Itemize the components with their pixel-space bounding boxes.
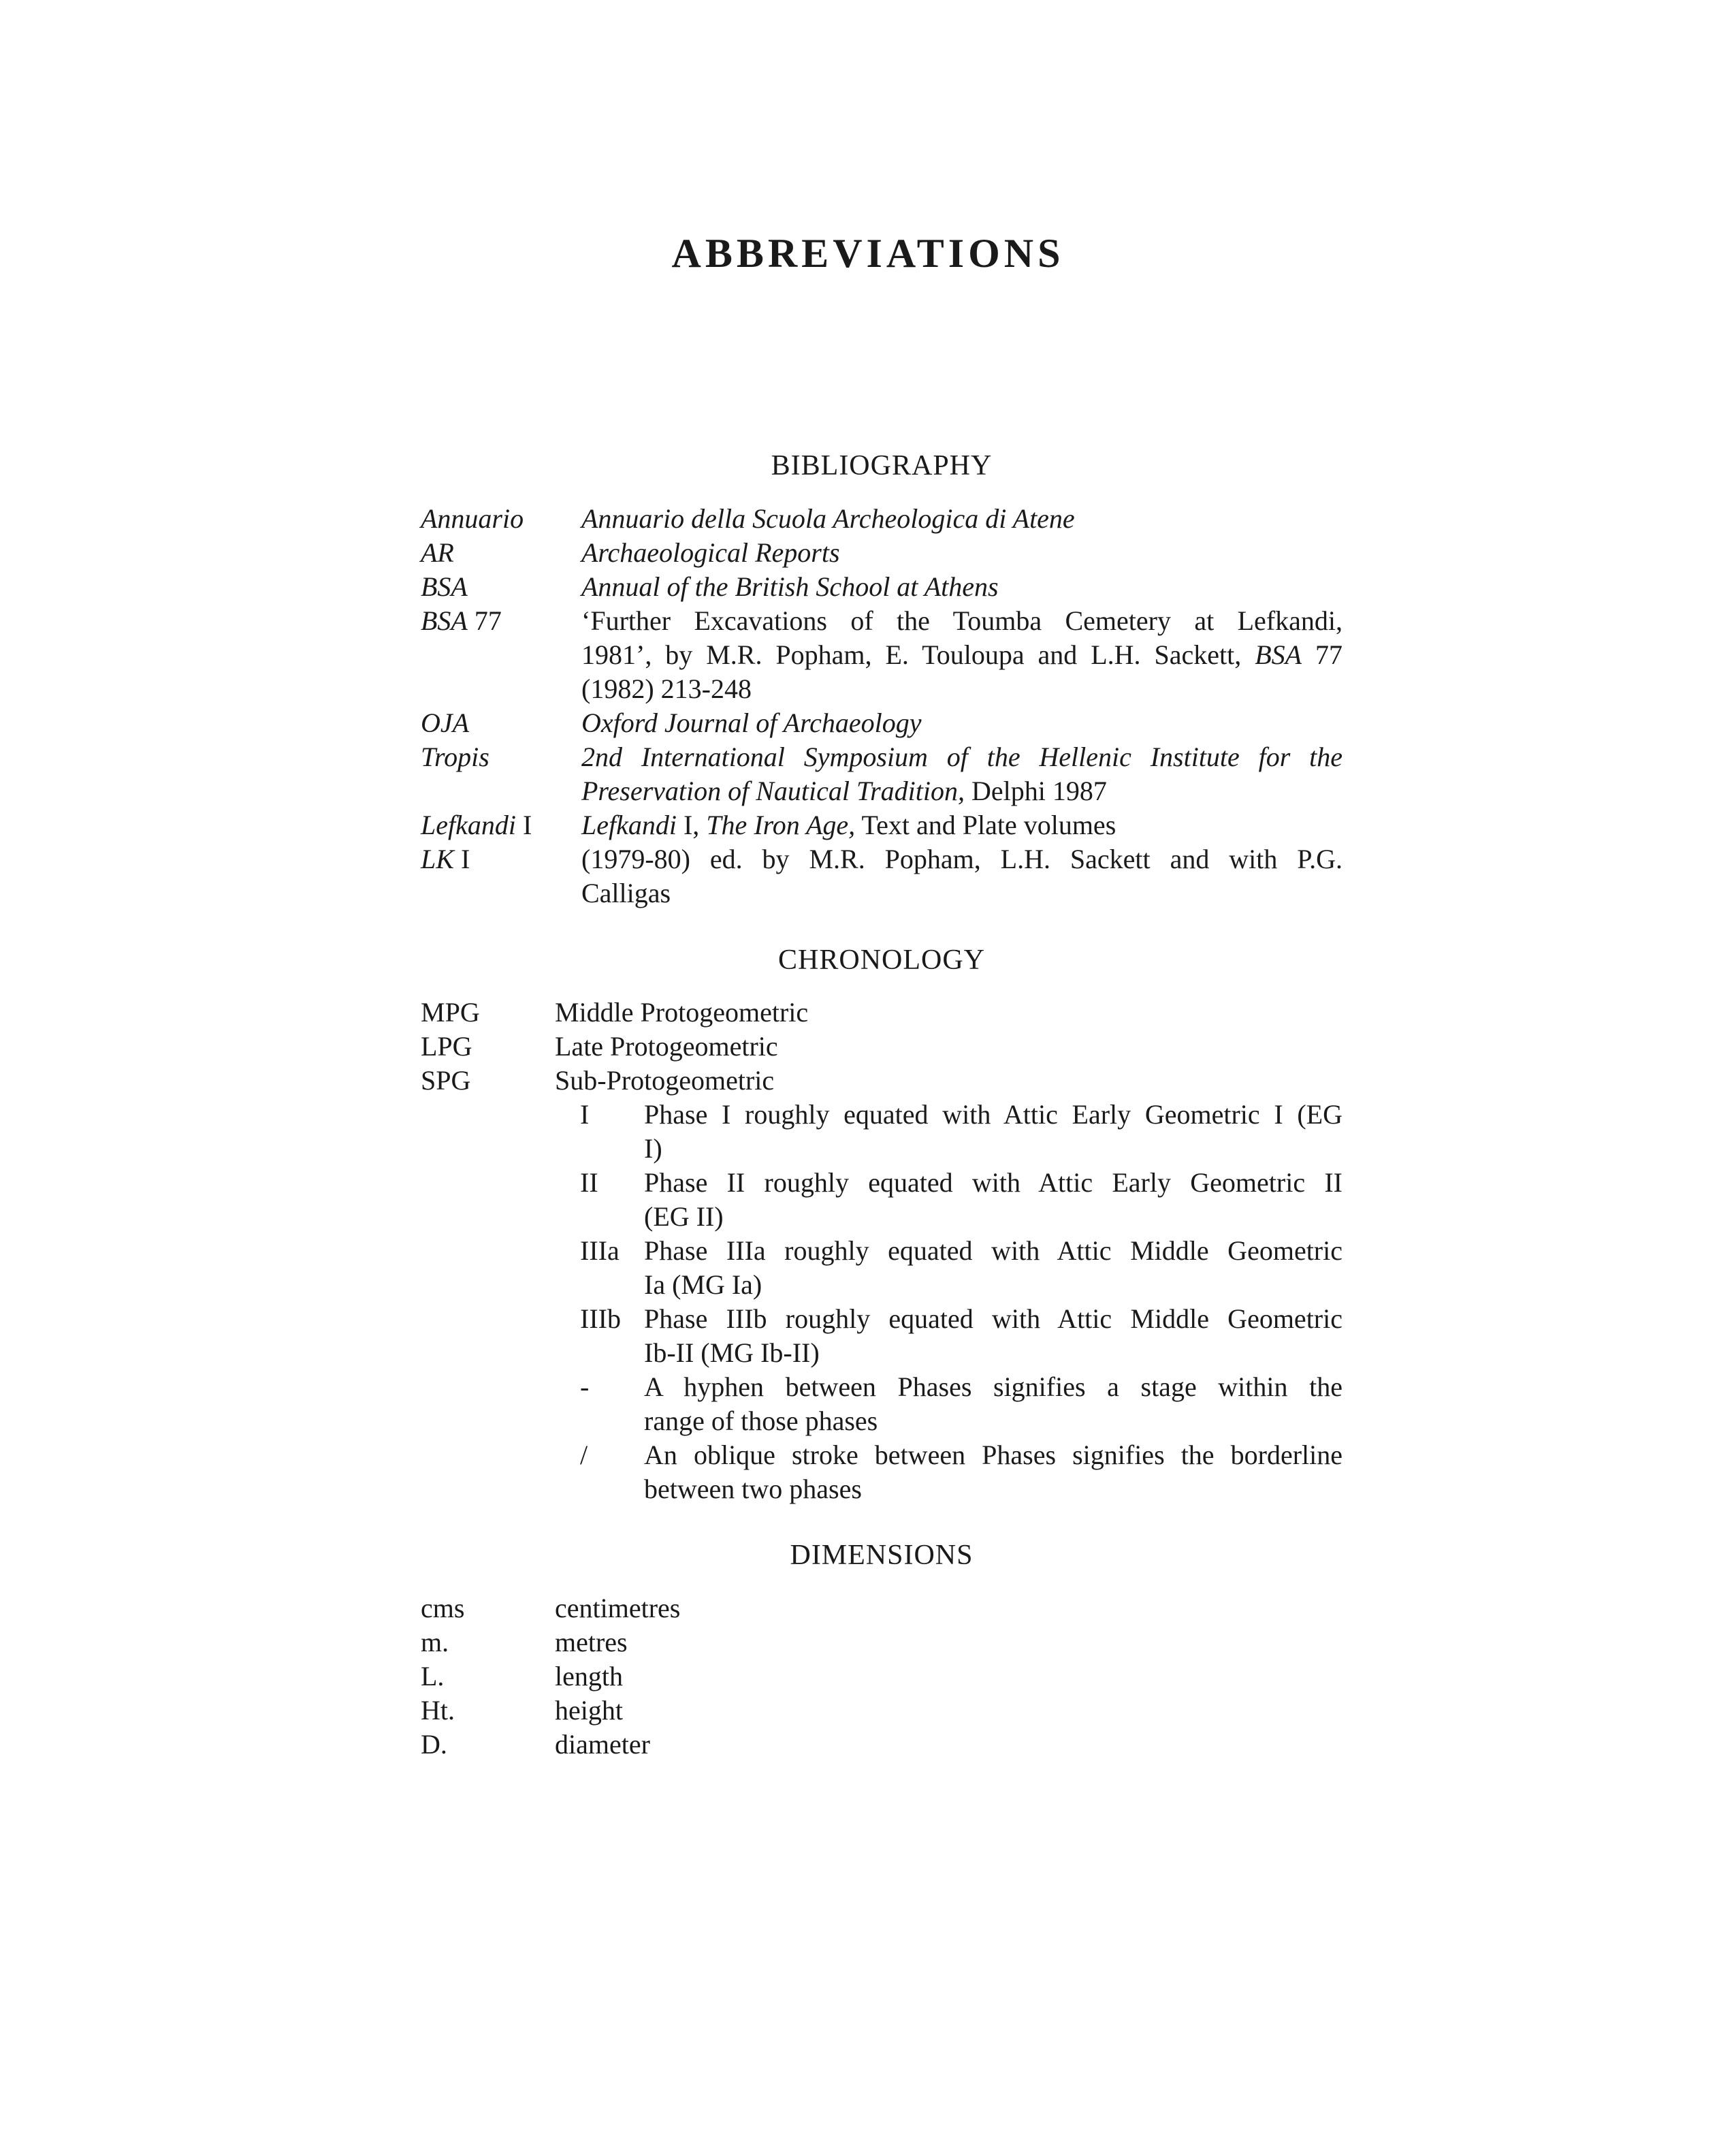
- dim-meaning-m: metres: [555, 1627, 628, 1657]
- bib-abbr-oja: OJA: [421, 708, 470, 738]
- chron-abbr-lpg: LPG: [421, 1031, 472, 1062]
- hyphen-note-line1: A hyphen between Phases signifies a stage within the: [644, 1371, 1343, 1402]
- phase-iiib-line2: Ib-II (MG Ib-II): [644, 1337, 820, 1368]
- phase-label-iiia: IIIa: [580, 1235, 620, 1266]
- bib-ref-annuario: Annuario della Scuola Archeologica di Atene: [581, 503, 1075, 534]
- bib-abbr-lefkandi-suffix: I: [515, 810, 532, 840]
- bib-abbr-bsa77-italic: BSA: [421, 605, 468, 636]
- dim-abbr-d: D.: [421, 1729, 447, 1760]
- dim-abbr-cms: cms: [421, 1593, 465, 1623]
- bib-abbr-annuario: Annuario: [421, 503, 524, 534]
- chron-abbr-mpg: MPG: [421, 997, 480, 1028]
- phase-i-line1: Phase I roughly equated with Attic Early Geometric I (EG: [644, 1099, 1343, 1130]
- phase-iiib-line1: Phase IIIb roughly equated with Attic Middle Geometric: [644, 1303, 1343, 1334]
- bib-abbr-tropis: Tropis: [421, 742, 489, 772]
- phase-ii-line1: Phase II roughly equated with Attic Early Geometric II: [644, 1167, 1343, 1198]
- bib-ref-bsa: Annual of the British School at Athens: [581, 571, 999, 602]
- dim-meaning-l: length: [555, 1661, 623, 1691]
- bib-abbr-bsa77-suffix: 77: [467, 605, 502, 636]
- dim-meaning-ht: height: [555, 1695, 623, 1726]
- oblique-note-line2: between two phases: [644, 1474, 862, 1504]
- bib-ref-lefkandi-vol: I,: [676, 810, 707, 840]
- bib-abbr-lk-suffix: I: [453, 844, 470, 874]
- chronology-heading: CHRONOLOGY: [778, 944, 985, 976]
- bib-abbr-ar: AR: [421, 537, 454, 568]
- phase-iiia-line1: Phase IIIa roughly equated with Attic Middle Geometric: [644, 1235, 1343, 1266]
- dim-abbr-l: L.: [421, 1661, 445, 1691]
- chron-name-mpg: Middle Protogeometric: [555, 997, 809, 1028]
- phase-label-oblique: /: [580, 1440, 588, 1470]
- bib-ref-lefkandi: [581, 808, 1343, 842]
- phase-ii-line2: (EG II): [644, 1201, 724, 1232]
- bibliography-heading: BIBLIOGRAPHY: [771, 450, 993, 481]
- page-title: ABBREVIATIONS: [671, 231, 1065, 276]
- bib-abbr-lefkandi: [421, 808, 532, 842]
- bib-ref-oja: Oxford Journal of Archaeology: [581, 708, 922, 738]
- phase-label-ii: II: [580, 1167, 598, 1198]
- bib-abbr-lk-italic: LK: [421, 844, 454, 874]
- bib-ref-lefkandi-subtitle: The Iron Age,: [706, 810, 856, 840]
- bib-ref-lefkandi-volumes: Text and Plate volumes: [855, 810, 1116, 840]
- bib-ref-bsa77-volume: 77: [1302, 639, 1343, 670]
- bib-ref-lk-line1: (1979-80) ed. by M.R. Popham, L.H. Sackett and with P.G.: [581, 844, 1343, 874]
- bib-ref-bsa77-journal: BSA: [1255, 639, 1302, 670]
- bib-ref-ar: Archaeological Reports: [581, 537, 840, 568]
- bib-abbr-lk: [421, 842, 470, 876]
- dim-meaning-d: diameter: [555, 1729, 650, 1760]
- phase-label-i: I: [580, 1099, 590, 1130]
- bib-ref-tropis-place: Delphi 1987: [964, 776, 1107, 806]
- phase-i-line2: I): [644, 1133, 662, 1164]
- bib-ref-bsa77-line2: [581, 638, 1343, 672]
- hyphen-note-line2: range of those phases: [644, 1405, 878, 1436]
- chron-name-lpg: Late Protogeometric: [555, 1031, 778, 1062]
- bib-ref-bsa77-line1: ‘Further Excavations of the Toumba Cemetery at Lefkandi,: [581, 605, 1343, 636]
- dimensions-heading: DIMENSIONS: [790, 1540, 974, 1571]
- oblique-note-line1: An oblique stroke between Phases signifies the borderline: [644, 1440, 1343, 1470]
- chron-abbr-spg: SPG: [421, 1065, 471, 1096]
- phase-label-iiib: IIIb: [580, 1303, 621, 1334]
- bib-ref-tropis-title: Preservation of Nautical Tradition,: [581, 776, 965, 806]
- bib-abbr-lefkandi-italic: Lefkandi: [421, 810, 516, 840]
- dim-abbr-ht: Ht.: [421, 1695, 455, 1726]
- bib-ref-tropis-line2: [581, 774, 1343, 808]
- bib-ref-lk-line2: Calligas: [581, 878, 671, 908]
- bib-ref-tropis-line1: 2nd International Symposium of the Hellenic Institute for the: [581, 742, 1343, 772]
- bib-ref-bsa77-line3: (1982) 213-248: [581, 673, 752, 704]
- bib-ref-lefkandi-title: Lefkandi: [581, 810, 677, 840]
- dim-meaning-cms: centimetres: [555, 1593, 681, 1623]
- phase-label-hyphen: -: [580, 1371, 590, 1402]
- phase-iiia-line2: Ia (MG Ia): [644, 1269, 762, 1300]
- bib-abbr-bsa: BSA: [421, 571, 468, 602]
- bib-ref-bsa77-line2-text: 1981’, by M.R. Popham, E. Touloupa and L.H. Sackett,: [581, 639, 1242, 670]
- bib-abbr-bsa77: [421, 604, 502, 638]
- chron-name-spg: Sub-Protogeometric: [555, 1065, 775, 1096]
- dim-abbr-m: m.: [421, 1627, 449, 1657]
